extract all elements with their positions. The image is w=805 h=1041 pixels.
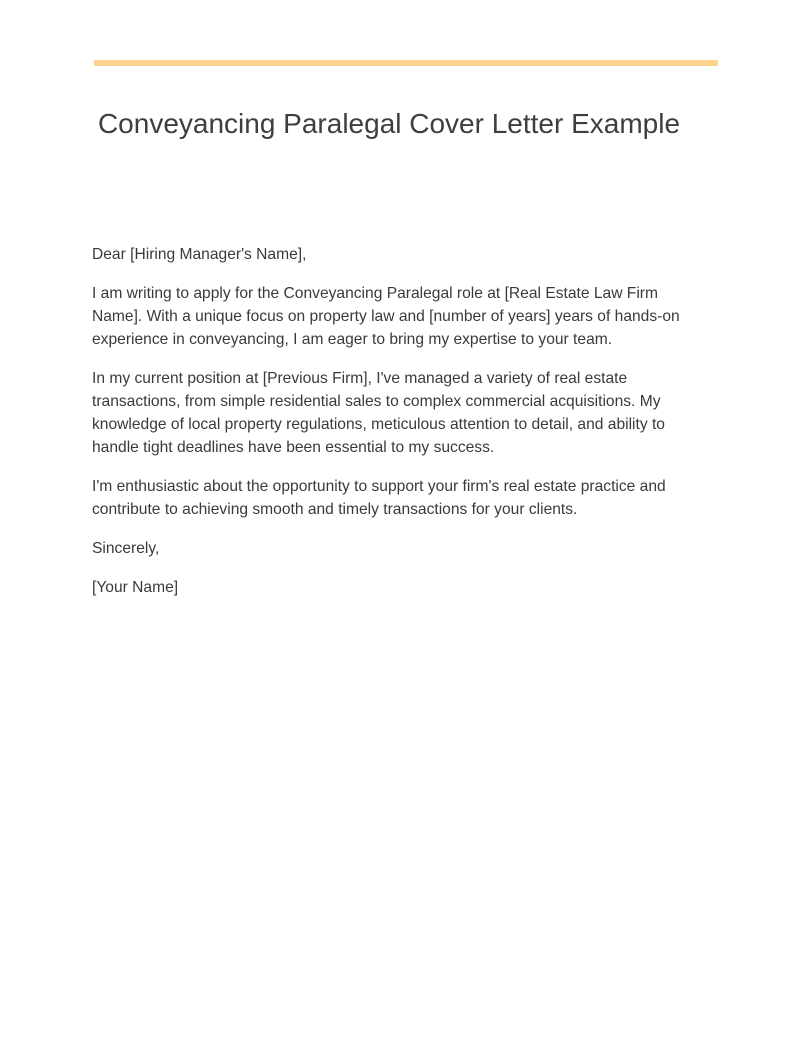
paragraph-enthusiasm: I'm enthusiastic about the opportunity to support your firm's real estate practice and contribute to achieving smooth and timely transactions for your clients.	[92, 478, 666, 518]
signature: [Your Name]	[92, 579, 179, 596]
letter-body	[92, 243, 707, 615]
salutation: Dear [Hiring Manager's Name],	[92, 246, 307, 263]
page-title: Conveyancing Paralegal Cover Letter Example	[97, 108, 681, 139]
paragraph-intro: I am writing to apply for the Conveyancing Paralegal role at [Real Estate Law Firm Name]. With a unique focus on property law and [number of years] years of hands-on experience in conveyancing, I am eager to bring my expertise to your team.	[92, 285, 680, 348]
paragraph-experience: In my current position at [Previous Firm], I've managed a variety of real estate transactions, from simple residential sales to complex commercial acquisitions. My knowledge of local property regulations, meticulous attention to detail, and ability to handle tight deadlines have been essential to my success.	[92, 370, 665, 456]
top-accent-rule	[94, 60, 718, 66]
closing: Sincerely,	[92, 540, 160, 557]
